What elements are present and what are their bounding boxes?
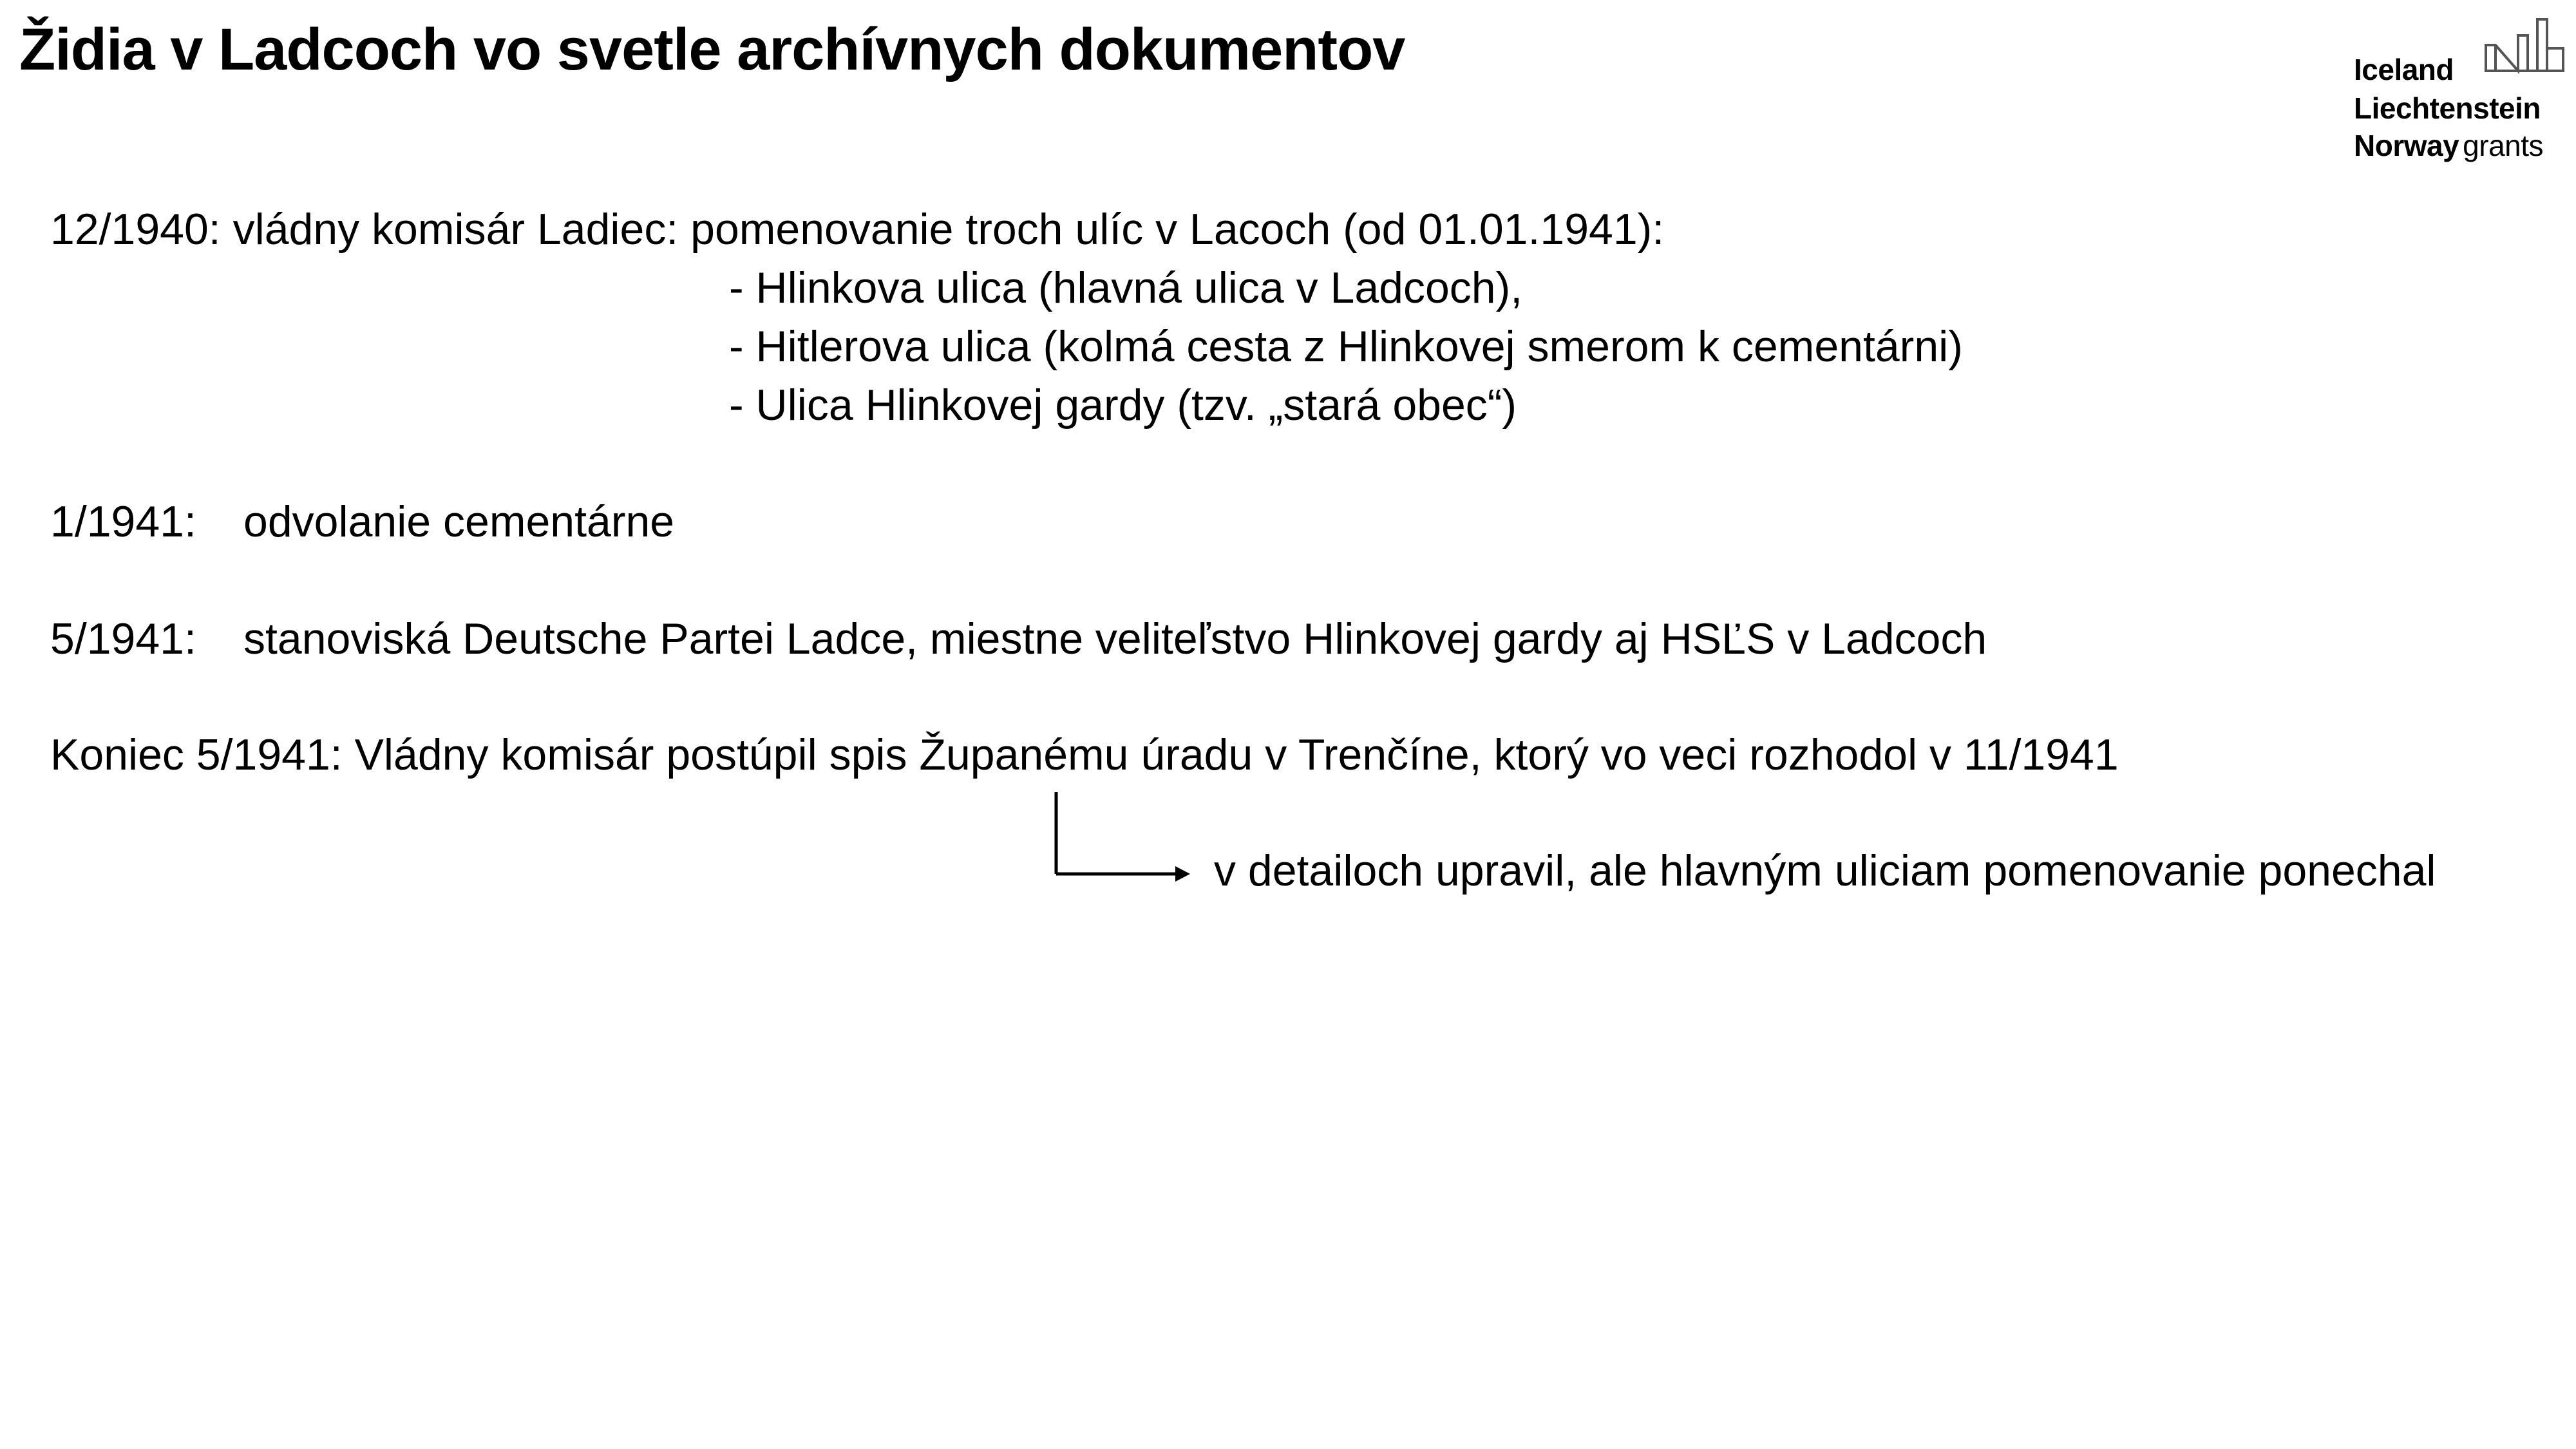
- entry-1941-05-date: 5/1941:: [50, 614, 196, 663]
- entry-koniec-followup: v detailoch upravil, ale hlavným uliciam pomenovanie ponechal: [1214, 846, 2436, 895]
- logo-text-norway-grants: [2354, 131, 2543, 160]
- elbow-arrow-icon: [1043, 789, 1191, 886]
- entry-1941-01-text: odvolanie cementárne: [243, 497, 675, 546]
- entry-koniec-text: Koniec 5/1941: Vládny komisár postúpil spis Županému úradu v Trenčíne, ktorý vo veci rozhodol v 11/1941: [50, 730, 2119, 779]
- entry-1941-05-text: stanoviská Deutsche Partei Ladce, miestne veliteľstvo Hlinkovej gardy aj HSĽS v Ladcoch: [243, 614, 1987, 663]
- logo-mark-icon: [2483, 16, 2566, 74]
- entry-1940-item-3: - Ulica Hlinkovej gardy (tzv. „stará obec“): [729, 381, 1517, 430]
- logo-text-liechtenstein: Liechtenstein: [2354, 91, 2541, 125]
- slide-title: Židia v Ladcoch vo svetle archívnych dokumentov: [19, 17, 1405, 82]
- logo-text-norway: Norway: [2354, 129, 2459, 162]
- entry-1940-lead: 12/1940: vládny komisár Ladiec: pomenovanie troch ulíc v Lacoch (od 01.01.1941):: [50, 205, 1665, 254]
- eea-grants-logo: [2354, 16, 2566, 164]
- logo-text-grants: grants: [2463, 129, 2544, 162]
- logo-text-iceland: Iceland: [2354, 53, 2454, 86]
- entry-1940-item-1: - Hlinkova ulica (hlavná ulica v Ladcoch),: [729, 263, 1523, 312]
- entry-1941-01-date: 1/1941:: [50, 497, 196, 546]
- entry-1940-item-2: - Hitlerova ulica (kolmá cesta z Hlinkovej smerom k cementárni): [729, 322, 1963, 371]
